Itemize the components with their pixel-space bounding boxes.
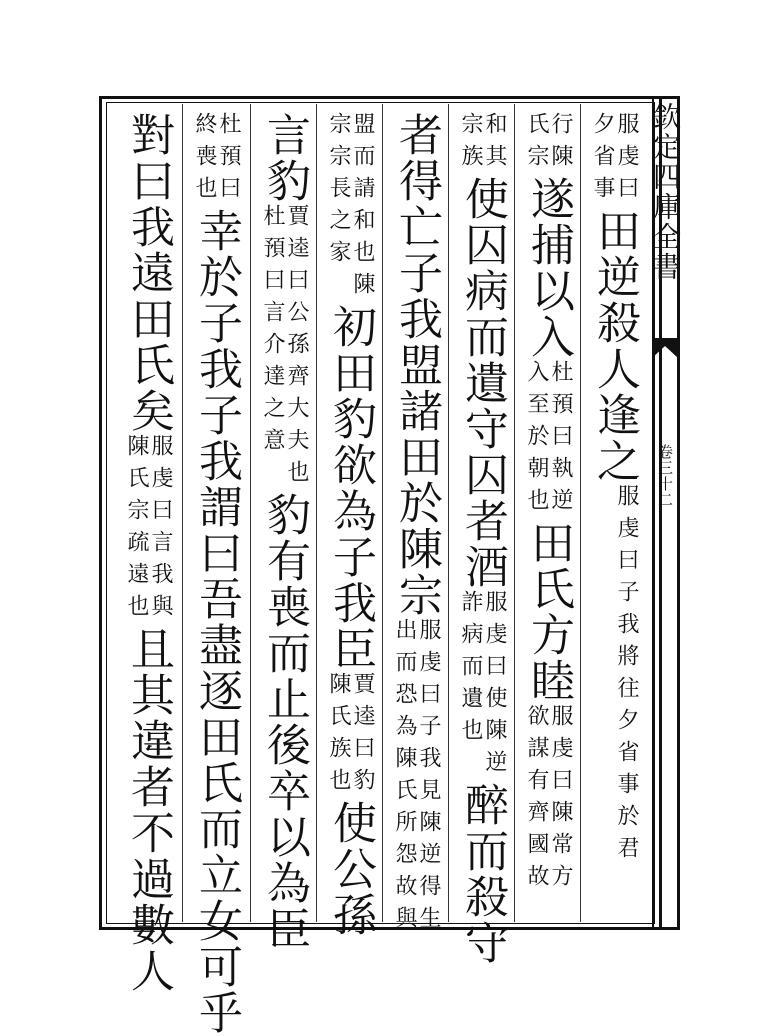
main-text: 遂捕以入	[523, 176, 574, 360]
commentary-note	[614, 484, 638, 868]
main-text: 豹有喪而止後卒以為臣	[259, 492, 310, 952]
commentary-line-left: 氏宗	[524, 112, 549, 176]
commentary-line-right: 服虔曰子我將往夕省事於君	[614, 484, 639, 868]
commentary-line-left: 宗宗長之家	[326, 112, 351, 272]
commentary-note	[124, 434, 172, 626]
commentary-line-right: 服虔曰使陳逆	[482, 590, 507, 782]
text-column-8	[123, 112, 174, 994]
commentary-line-right: 杜預曰執逆	[548, 360, 573, 520]
commentary-line-right: 和其	[482, 112, 507, 176]
commentary-line-right: 服虔曰陳常方	[548, 704, 573, 896]
commentary-line-left: 夕省事	[590, 112, 615, 208]
main-text: 田氏方睦	[523, 520, 574, 704]
main-text: 使公孫	[325, 800, 376, 938]
commentary-line-right: 賈逵曰公孫齊大夫也	[284, 204, 309, 492]
main-text: 初田豹欲為子我臣	[325, 304, 376, 672]
commentary-line-right: 賈逵曰豹	[350, 672, 375, 800]
main-text: 言豹	[259, 112, 310, 204]
commentary-line-left: 欲謀有齊國故	[524, 704, 549, 896]
commentary-note	[524, 360, 572, 520]
column-rule	[448, 104, 449, 922]
book-title: 欽定四庫全書	[649, 102, 682, 282]
commentary-note	[260, 204, 308, 492]
commentary-line-left: 詐病而遺也	[458, 590, 483, 750]
text-column-3	[457, 112, 508, 966]
text-column-1	[590, 112, 638, 922]
main-text: 醉而殺守	[457, 782, 508, 966]
main-text: 田逆殺人逢之	[589, 208, 640, 484]
commentary-line-right: 服虔曰	[614, 112, 639, 208]
commentary-line-left: 杜預曰言介達之意	[260, 204, 285, 460]
commentary-line-left: 出而恐為陳氏所怨故與	[392, 618, 417, 938]
commentary-note	[524, 704, 572, 896]
commentary-line-left: 終喪也	[192, 112, 217, 208]
main-text: 者得亡子我盟諸田於陳宗	[391, 112, 442, 618]
main-text: 且其違者不過數人	[123, 626, 174, 994]
commentary-note	[392, 618, 440, 938]
column-rule	[580, 104, 581, 922]
commentary-line-left: 陳氏宗疏遠也	[124, 434, 149, 626]
commentary-note	[458, 112, 506, 176]
main-text: 對曰我遠田氏矣	[123, 112, 174, 434]
text-column-6	[259, 112, 310, 952]
commentary-line-left: 宗族	[458, 112, 483, 176]
main-text: 幸於子我子我謂曰吾盡逐田氏而立女可乎	[191, 208, 242, 1036]
column-rule	[250, 104, 251, 922]
main-text: 使囚病而遺守囚者酒	[457, 176, 508, 590]
commentary-line-right: 服虔曰言我與	[148, 434, 173, 626]
text-column-4	[391, 112, 442, 938]
text-column-7	[191, 112, 242, 1036]
commentary-line-right: 杜預曰	[216, 112, 241, 208]
commentary-note	[524, 112, 572, 176]
commentary-note	[192, 112, 240, 208]
commentary-note	[326, 672, 374, 800]
commentary-note	[458, 590, 506, 782]
commentary-line-left: 入至於朝也	[524, 360, 549, 520]
volume-number: 卷三十二	[656, 444, 674, 508]
column-rule	[514, 104, 515, 922]
commentary-line-left: 陳氏族也	[326, 672, 351, 800]
text-column-2	[524, 112, 572, 922]
column-rule	[316, 104, 317, 922]
column-rule	[382, 104, 383, 922]
commentary-line-right: 服虔曰子我見陳逆得生	[416, 618, 441, 938]
commentary-line-right: 行陳	[548, 112, 573, 176]
commentary-note	[326, 112, 374, 304]
commentary-note	[590, 112, 638, 208]
column-rule	[182, 104, 183, 922]
commentary-line-right: 盟而請和也陳	[350, 112, 375, 304]
text-column-5	[325, 112, 376, 938]
